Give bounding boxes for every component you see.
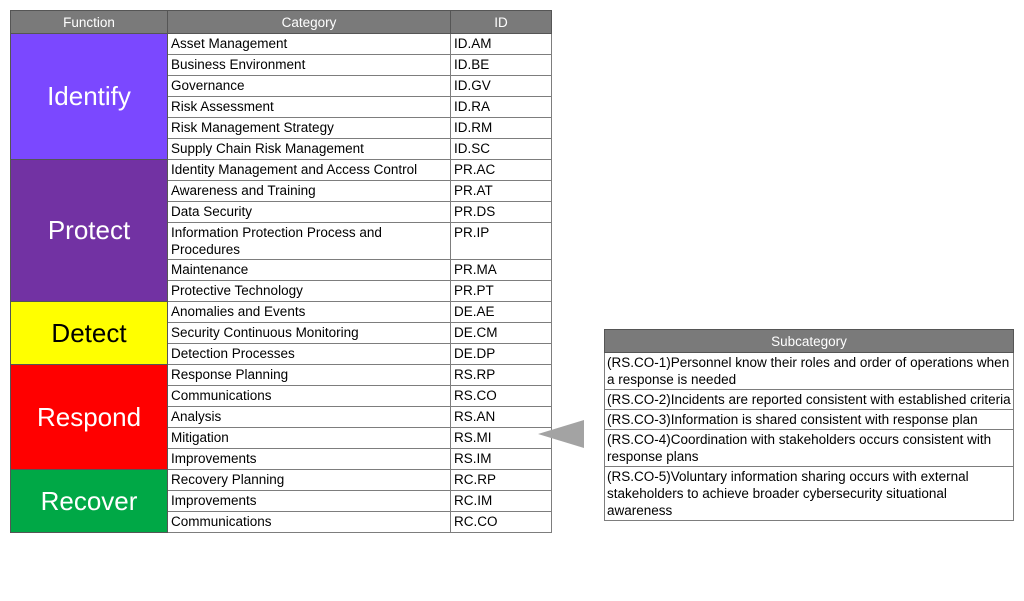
function-cell-detect: Detect [11, 302, 168, 365]
id-column-header: ID [451, 11, 552, 34]
subcategory-cell: (RS.CO-3)Information is shared consistent with response plan [605, 410, 1014, 430]
framework-table [10, 10, 552, 533]
table-row [605, 430, 1014, 467]
category-cell: Communications [168, 512, 451, 533]
id-cell: ID.BE [451, 55, 552, 76]
framework-header-row [11, 11, 552, 34]
function-cell-recover: Recover [11, 470, 168, 533]
category-cell: Data Security [168, 202, 451, 223]
table-row [605, 410, 1014, 430]
id-cell: RS.CO [451, 386, 552, 407]
category-cell: Improvements [168, 491, 451, 512]
id-cell: RC.CO [451, 512, 552, 533]
id-cell: PR.IP [451, 223, 552, 260]
id-cell: DE.CM [451, 323, 552, 344]
subcategory-cell: (RS.CO-4)Coordination with stakeholders occurs consistent with response plans [605, 430, 1014, 467]
id-cell: RS.AN [451, 407, 552, 428]
function-cell-respond: Respond [11, 365, 168, 470]
id-cell: ID.GV [451, 76, 552, 97]
category-cell: Security Continuous Monitoring [168, 323, 451, 344]
category-cell: Risk Management Strategy [168, 118, 451, 139]
category-cell: Governance [168, 76, 451, 97]
category-cell: Risk Assessment [168, 97, 451, 118]
id-cell: ID.SC [451, 139, 552, 160]
table-row [605, 390, 1014, 410]
category-cell: Detection Processes [168, 344, 451, 365]
id-cell: DE.AE [451, 302, 552, 323]
id-cell: ID.AM [451, 34, 552, 55]
table-row [605, 353, 1014, 390]
category-cell: Business Environment [168, 55, 451, 76]
category-cell: Analysis [168, 407, 451, 428]
table-row [11, 302, 552, 323]
id-cell: ID.RA [451, 97, 552, 118]
subcategory-header-row [605, 330, 1014, 353]
category-cell: Recovery Planning [168, 470, 451, 491]
id-cell: PR.PT [451, 281, 552, 302]
table-row [11, 365, 552, 386]
table-row [11, 160, 552, 181]
category-cell: Improvements [168, 449, 451, 470]
category-cell: Asset Management [168, 34, 451, 55]
category-cell: Mitigation [168, 428, 451, 449]
id-cell: RS.MI [451, 428, 552, 449]
id-cell: ID.RM [451, 118, 552, 139]
table-row [11, 470, 552, 491]
id-cell: DE.DP [451, 344, 552, 365]
subcategory-table [604, 329, 1014, 521]
function-cell-protect: Protect [11, 160, 168, 302]
category-cell: Anomalies and Events [168, 302, 451, 323]
id-cell: RC.RP [451, 470, 552, 491]
category-column-header: Category [168, 11, 451, 34]
subcategory-cell: (RS.CO-2)Incidents are reported consistent with established criteria [605, 390, 1014, 410]
id-cell: PR.MA [451, 260, 552, 281]
id-cell: PR.AT [451, 181, 552, 202]
category-cell: Information Protection Process and Procedures [168, 223, 451, 260]
subcategory-body [605, 353, 1014, 521]
table-row [11, 34, 552, 55]
subcategory-cell: (RS.CO-5)Voluntary information sharing occurs with external stakeholders to achieve broader cybersecurity situational awareness [605, 467, 1014, 521]
table-row [605, 467, 1014, 521]
id-cell: RS.IM [451, 449, 552, 470]
category-cell: Identity Management and Access Control [168, 160, 451, 181]
category-cell: Response Planning [168, 365, 451, 386]
id-cell: PR.AC [451, 160, 552, 181]
category-cell: Communications [168, 386, 451, 407]
pointer-arrow-icon [538, 420, 584, 448]
framework-body [11, 34, 552, 533]
id-cell: RC.IM [451, 491, 552, 512]
id-cell: PR.DS [451, 202, 552, 223]
function-column-header: Function [11, 11, 168, 34]
function-cell-identify: Identify [11, 34, 168, 160]
category-cell: Protective Technology [168, 281, 451, 302]
category-cell: Maintenance [168, 260, 451, 281]
category-cell: Awareness and Training [168, 181, 451, 202]
subcategory-cell: (RS.CO-1)Personnel know their roles and order of operations when a response is needed [605, 353, 1014, 390]
id-cell: RS.RP [451, 365, 552, 386]
subcategory-column-header: Subcategory [605, 330, 1014, 353]
category-cell: Supply Chain Risk Management [168, 139, 451, 160]
